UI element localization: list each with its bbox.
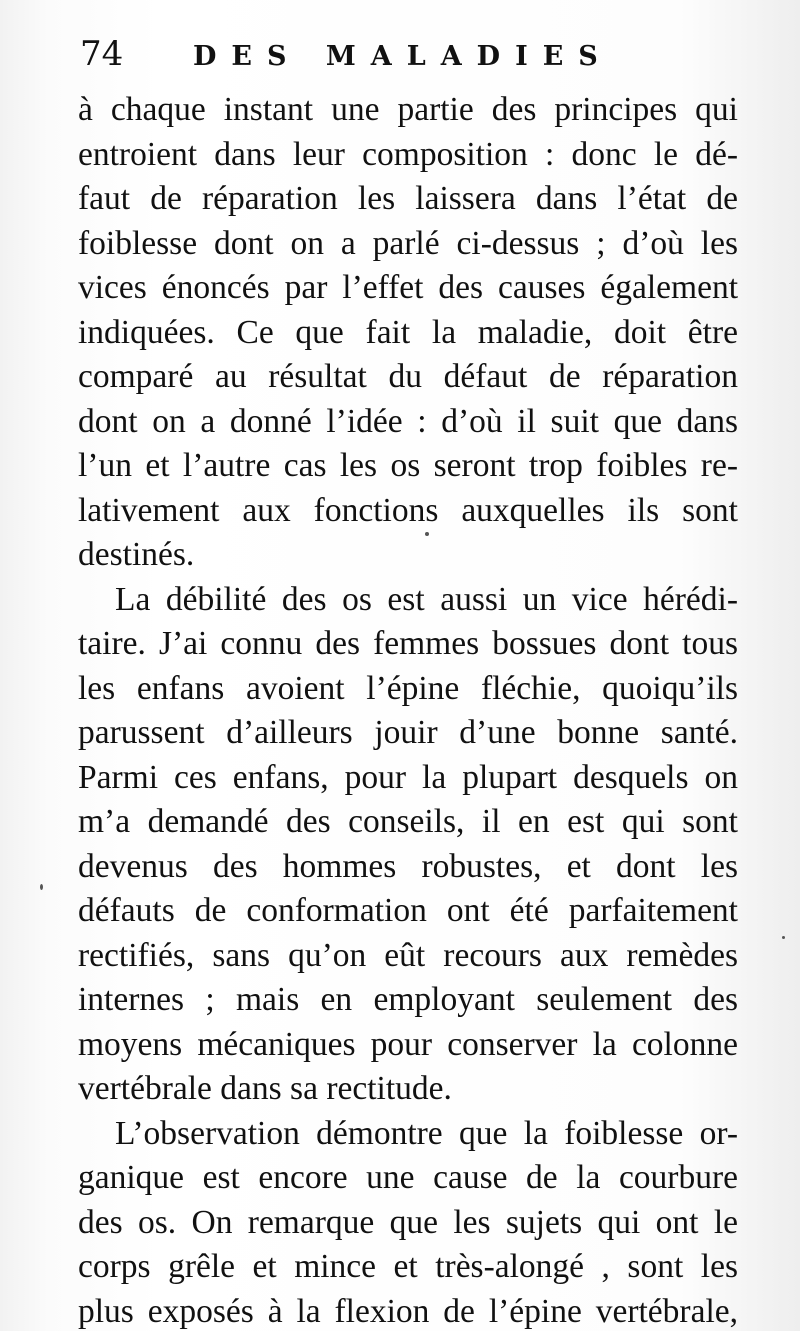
text-line: m’a demandé des conseils, il en est qui sont xyxy=(78,803,738,840)
text-line: moyens mécaniques pour conserver la colonne xyxy=(78,1025,738,1063)
text-line: rectifiés, sans qu’on eût recours aux remèdes xyxy=(78,936,738,974)
text-line: corps grêle et mince et très-alongé , sont les xyxy=(78,1248,738,1285)
text-line: internes ; mais en employant seulement des xyxy=(78,981,738,1018)
text-line: ganique est encore une cause de la courbure xyxy=(78,1159,738,1196)
text-line: comparé au résultat du défaut de réparation xyxy=(78,358,738,395)
page-number: 74 xyxy=(80,34,124,74)
text-line: vertébrale dans sa rectitude. xyxy=(78,1070,452,1107)
text-line: devenus des hommes robustes, et dont les xyxy=(78,847,738,885)
text-line: dont on a donné l’idée : d’où il suit que dans xyxy=(78,402,738,440)
text-line: destinés. xyxy=(78,536,195,573)
text-line: faut de réparation les laissera dans l’état de xyxy=(78,180,738,217)
body-text xyxy=(78,88,738,1331)
text-line: parussent d’ailleurs jouir d’une bonne santé. xyxy=(78,714,738,751)
text-line: entroient dans leur composition : donc le dé- xyxy=(78,135,738,173)
paper-speck xyxy=(782,936,785,939)
page-header xyxy=(80,30,720,80)
text-line: l’un et l’autre cas les os seront trop foibles re- xyxy=(78,447,738,484)
text-line: des os. On remarque que les sujets qui ont le xyxy=(78,1203,738,1241)
text-line: plus exposés à la flexion de l’épine vertébrale, xyxy=(78,1292,738,1330)
paragraph-2 xyxy=(78,578,738,1112)
paragraph-3 xyxy=(78,1112,738,1331)
text-line: vices énoncés par l’effet des causes également xyxy=(78,269,738,306)
text-line: défauts de conformation ont été parfaitement xyxy=(78,892,738,929)
text-line: L’observation démontre que la foiblesse or- xyxy=(115,1114,738,1152)
text-line: les enfans avoient l’épine fléchie, quoiqu’ils xyxy=(78,669,738,707)
paper-speck xyxy=(40,884,43,890)
text-line: à chaque instant une partie des principes qui xyxy=(78,91,738,128)
text-line: taire. J’ai connu des femmes bossues dont tous xyxy=(78,625,738,662)
running-head: DES MALADIES xyxy=(193,41,613,72)
text-line: lativement aux fonctions auxquelles ils sont xyxy=(78,491,738,529)
paper-speck xyxy=(425,532,429,536)
text-line: La débilité des os est aussi un vice hérédi- xyxy=(115,580,738,618)
text-line: foiblesse dont on a parlé ci-dessus ; d’où les xyxy=(78,224,738,262)
text-line: Parmi ces enfans, pour la plupart desquels on xyxy=(78,758,738,796)
paragraph-1 xyxy=(78,88,738,578)
text-line: indiquées. Ce que fait la maladie, doit être xyxy=(78,313,738,351)
